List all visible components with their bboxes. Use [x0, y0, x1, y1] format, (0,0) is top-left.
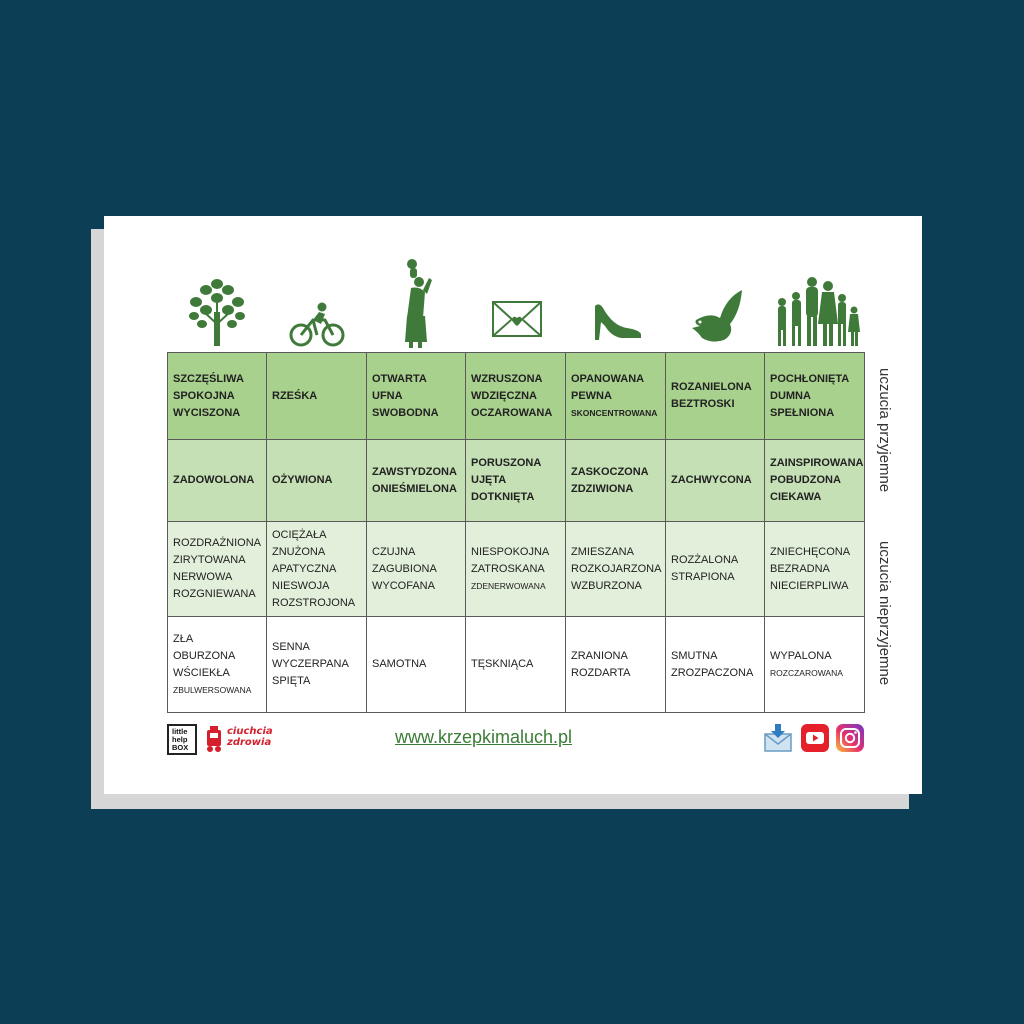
high-heel-icon	[567, 250, 666, 348]
logo-lhb-line: little	[172, 727, 188, 736]
feeling-word: ROZŻALONA	[671, 554, 739, 566]
feeling-cell	[267, 522, 367, 617]
feeling-word: ZNIECHĘCONA	[770, 545, 851, 558]
table-row	[168, 440, 865, 522]
feeling-word: ZBULWERSOWANA	[173, 684, 252, 695]
feeling-word: SKONCENTROWANA	[571, 407, 658, 418]
ciuchcia-zdrowia-logo	[205, 726, 277, 754]
feelings-table	[167, 352, 865, 713]
little-help-box-logo	[167, 724, 197, 755]
feeling-cell	[267, 353, 367, 440]
feeling-word: SPIĘTA	[272, 675, 311, 687]
feeling-word: BEZTROSKI	[671, 398, 735, 410]
feeling-word: WDZIĘCZNA	[471, 389, 537, 402]
feeling-cell	[466, 440, 566, 522]
instagram-icon[interactable]	[836, 724, 864, 752]
feeling-word: ROZCZAROWANA	[770, 667, 843, 678]
feeling-word: ROZGNIEWANA	[173, 588, 256, 600]
positive-feelings-label: uczucia przyjemne	[876, 368, 893, 493]
feeling-word: WYPALONA	[770, 649, 832, 662]
youtube-icon[interactable]	[801, 724, 829, 752]
feeling-cell	[168, 522, 267, 617]
feeling-word: WŚCIEKŁA	[173, 666, 230, 679]
feeling-cell	[765, 522, 865, 617]
feeling-word: ZAWSTYDZONA	[372, 465, 457, 478]
feeling-word: TĘSKNIĄCA	[471, 658, 534, 670]
love-letter-icon	[467, 250, 566, 348]
feeling-cell	[666, 440, 765, 522]
logo-cz-line: zdrowia	[227, 737, 272, 748]
feeling-cell	[765, 440, 865, 522]
cyclist-icon	[267, 250, 366, 348]
feeling-word: OCZAROWANA	[471, 406, 553, 419]
feeling-cell	[566, 522, 666, 617]
feeling-word: NERWOWA	[173, 571, 233, 583]
feeling-word: PEWNA	[571, 389, 612, 402]
tree-icon	[167, 250, 266, 348]
icon-row	[167, 250, 864, 348]
feeling-word: ZMIESZANA	[571, 545, 634, 558]
feeling-cell	[367, 440, 466, 522]
mail-download-icon[interactable]	[764, 724, 792, 752]
logo-lhb-line: help	[172, 735, 188, 744]
feeling-word: UJĘTA	[471, 474, 507, 486]
feeling-word: POBUDZONA	[770, 474, 841, 486]
feeling-word: OTWARTA	[372, 372, 427, 385]
feeling-word: NIESPOKOJNA	[471, 545, 550, 558]
feeling-cell	[566, 440, 666, 522]
feeling-word: OCIĘŻAŁA	[272, 528, 327, 541]
feeling-word: ZATROSKANA	[471, 562, 545, 575]
feeling-word: CZUJNA	[372, 545, 416, 558]
feeling-word: DOTKNIĘTA	[471, 491, 535, 503]
feeling-word: ROZKOJARZONA	[571, 562, 662, 575]
feeling-cell	[466, 353, 566, 440]
feeling-cell	[168, 353, 267, 440]
feeling-cell	[765, 353, 865, 440]
feeling-word: OPANOWANA	[571, 372, 645, 385]
feeling-cell	[267, 440, 367, 522]
feeling-word: ZACHWYCONA	[671, 474, 752, 486]
feeling-word: WYCISZONA	[173, 406, 241, 419]
feeling-word: DUMNA	[770, 389, 811, 402]
family-icon	[767, 250, 866, 348]
feeling-word: PORUSZONA	[471, 457, 542, 469]
feeling-word: OŻYWIONA	[272, 474, 333, 486]
feeling-word: ZAGUBIONA	[372, 562, 437, 575]
feeling-cell	[566, 617, 666, 713]
feeling-word: ZŁA	[173, 632, 194, 645]
mother-child-icon	[367, 250, 466, 348]
feeling-cell	[666, 617, 765, 713]
feeling-word: ZADOWOLONA	[173, 474, 255, 486]
website-link[interactable]: www.krzepkimaluch.pl	[395, 727, 573, 747]
feeling-word: ROZDARTA	[571, 666, 631, 679]
feeling-cell	[566, 353, 666, 440]
feeling-word: SZCZĘŚLIWA	[173, 372, 244, 385]
table-row	[168, 617, 865, 713]
feeling-word: SWOBODNA	[372, 406, 439, 419]
feeling-word: STRAPIONA	[671, 571, 735, 583]
dove-icon	[667, 250, 766, 348]
logo-lhb-line: BOX	[172, 743, 189, 752]
feeling-word: NIECIERPLIWA	[770, 579, 849, 592]
feeling-word: NIESWOJA	[272, 579, 330, 592]
feeling-word: SMUTNA	[671, 649, 718, 662]
feeling-word: ROZDRAŻNIONA	[173, 537, 261, 549]
feeling-cell	[466, 522, 566, 617]
feeling-word: ZRANIONA	[571, 649, 628, 662]
feeling-word: ZASKOCZONA	[571, 465, 649, 478]
feeling-cell	[267, 617, 367, 713]
feeling-cell	[666, 353, 765, 440]
feeling-word: BEZRADNA	[770, 562, 830, 575]
feeling-word: CIEKAWA	[770, 491, 822, 503]
feeling-cell	[168, 617, 267, 713]
feeling-word: ROZSTROJONA	[272, 596, 356, 609]
feeling-word: ZROZPACZONA	[671, 666, 754, 679]
feeling-cell	[367, 617, 466, 713]
table-row	[168, 522, 865, 617]
feeling-word: WZRUSZONA	[471, 372, 543, 385]
feeling-word: POCHŁONIĘTA	[770, 372, 850, 385]
feeling-cell	[168, 440, 267, 522]
feeling-word: ONIEŚMIELONA	[372, 482, 457, 495]
feeling-cell	[765, 617, 865, 713]
feeling-cell	[367, 522, 466, 617]
feeling-word: ZIRYTOWANA	[173, 554, 246, 566]
feeling-cell	[666, 522, 765, 617]
feeling-word: SAMOTNA	[372, 658, 427, 670]
negative-feelings-label: uczucia nieprzyjemne	[876, 541, 893, 686]
logo-cz-line: ciuchcia	[227, 726, 273, 737]
feeling-word: APATYCZNA	[272, 562, 337, 575]
feeling-word: OBURZONA	[173, 649, 236, 662]
feeling-cell	[367, 353, 466, 440]
feeling-word: ZAINSPIROWANA	[770, 457, 864, 469]
feeling-word: UFNA	[372, 389, 403, 402]
feeling-word: WZBURZONA	[571, 579, 642, 592]
feeling-word: SPEŁNIONA	[770, 406, 835, 419]
feeling-word: ZDENERWOWANA	[471, 580, 546, 591]
table-row	[168, 353, 865, 440]
feeling-word: ROZANIELONA	[671, 381, 752, 393]
feeling-word: SPOKOJNA	[173, 389, 235, 402]
feeling-word: RZEŚKA	[272, 389, 318, 402]
feeling-word: ZNUŻONA	[272, 545, 326, 558]
feeling-cell	[466, 617, 566, 713]
feeling-word: SENNA	[272, 641, 310, 653]
feeling-word: WYCZERPANA	[272, 658, 349, 670]
train-icon	[205, 726, 223, 754]
feeling-word: WYCOFANA	[372, 579, 435, 592]
feeling-word: ZDZIWIONA	[571, 482, 634, 495]
